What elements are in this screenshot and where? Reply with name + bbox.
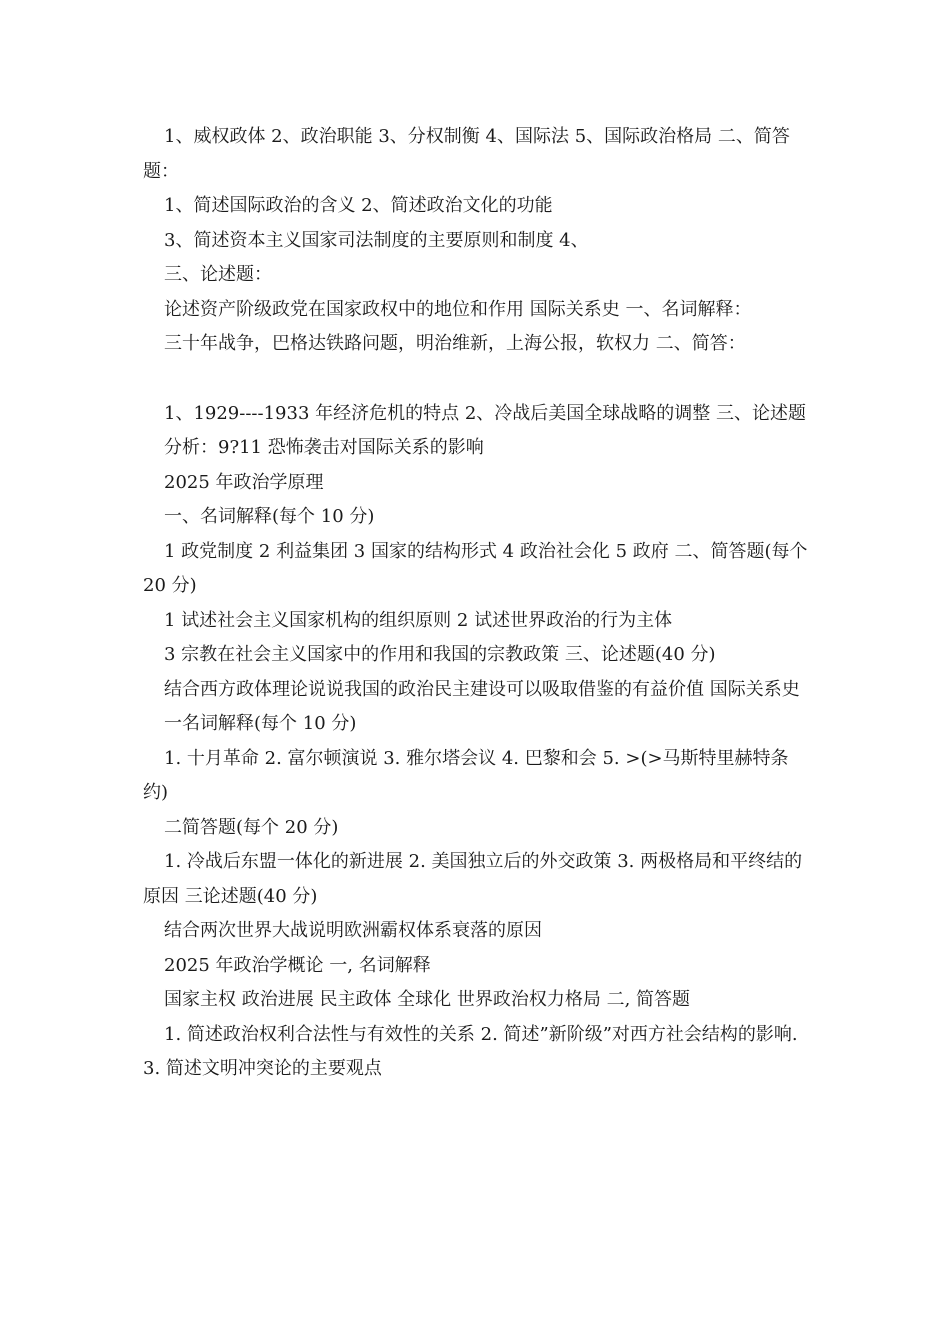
paragraph-17: 1. 十月革命 2. 富尔顿演说 3. 雅尔塔会议 4. 巴黎和会 5. >(>马斯特里赫特条约) (143, 747, 789, 803)
paragraph-15: 结合西方政体理论说说我国的政治民主建设可以吸取借鉴的有益价值 国际关系史 (164, 678, 800, 700)
paragraph-5: 论述资产阶级政党在国家政权中的地位和作用 国际关系史 一、名词解释： (164, 298, 752, 320)
paragraph-14: 3 宗教在社会主义国家中的作用和我国的宗教政策 三、论述题(40 分) (164, 644, 716, 665)
paragraph-18: 二简答题(每个 20 分) (164, 816, 339, 838)
paragraph-13: 1 试述社会主义国家机构的组织原则 2 试述世界政治的行为主体 (164, 609, 673, 631)
paragraph-9: 分析：9?11 恐怖袭击对国际关系的影响 (164, 437, 484, 458)
paragraph-3: 3、简述资本主义国家司法制度的主要原则和制度 4、 (164, 229, 589, 251)
paragraph-16: 一名词解释(每个 10 分) (164, 713, 357, 734)
document-body (143, 120, 813, 1087)
paragraph-22: 国家主权 政治进展 民主政体 全球化 世界政治权力格局 二, 简答题 (164, 989, 691, 1010)
paragraph-8: 1、1929----1933 年经济危机的特点 2、冷战后美国全球战略的调整 三、论述题 (164, 402, 807, 424)
paragraph-11: 一、名词解释(每个 10 分) (164, 506, 375, 527)
paragraph-23: 1. 简述政治权利合法性与有效性的关系 2. 简述”新阶级”对西方社会结构的影响. 3. 简述文明冲突论的主要观点 (143, 1023, 798, 1079)
paragraph-19: 1. 冷战后东盟一体化的新进展 2. 美国独立后的外交政策 3. 两极格局和平终结的原因 三论述题(40 分) (143, 851, 803, 907)
paragraph-10: 2025 年政治学原理 (164, 471, 324, 493)
paragraph-21: 2025 年政治学概论 一, 名词解释 (164, 954, 431, 976)
paragraph-4: 三、论述题： (164, 264, 272, 285)
paragraph-20: 结合两次世界大战说明欧洲霸权体系衰落的原因 (164, 920, 542, 941)
paragraph-1: 1、威权政体 2、政治职能 3、分权制衡 4、国际法 5、国际政治格局 二、简答题： (143, 126, 790, 182)
paragraph-6: 三十年战争，巴格达铁路问题，明治维新，上海公报，软权力 二、简答： (164, 333, 746, 354)
paragraph-2: 1、简述国际政治的含义 2、简述政治文化的功能 (164, 195, 553, 216)
paragraph-12: 1 政党制度 2 利益集团 3 国家的结构形式 4 政治社会化 5 政府 二、简答题(每个 20 分) (143, 540, 808, 596)
blank-line (143, 362, 813, 397)
